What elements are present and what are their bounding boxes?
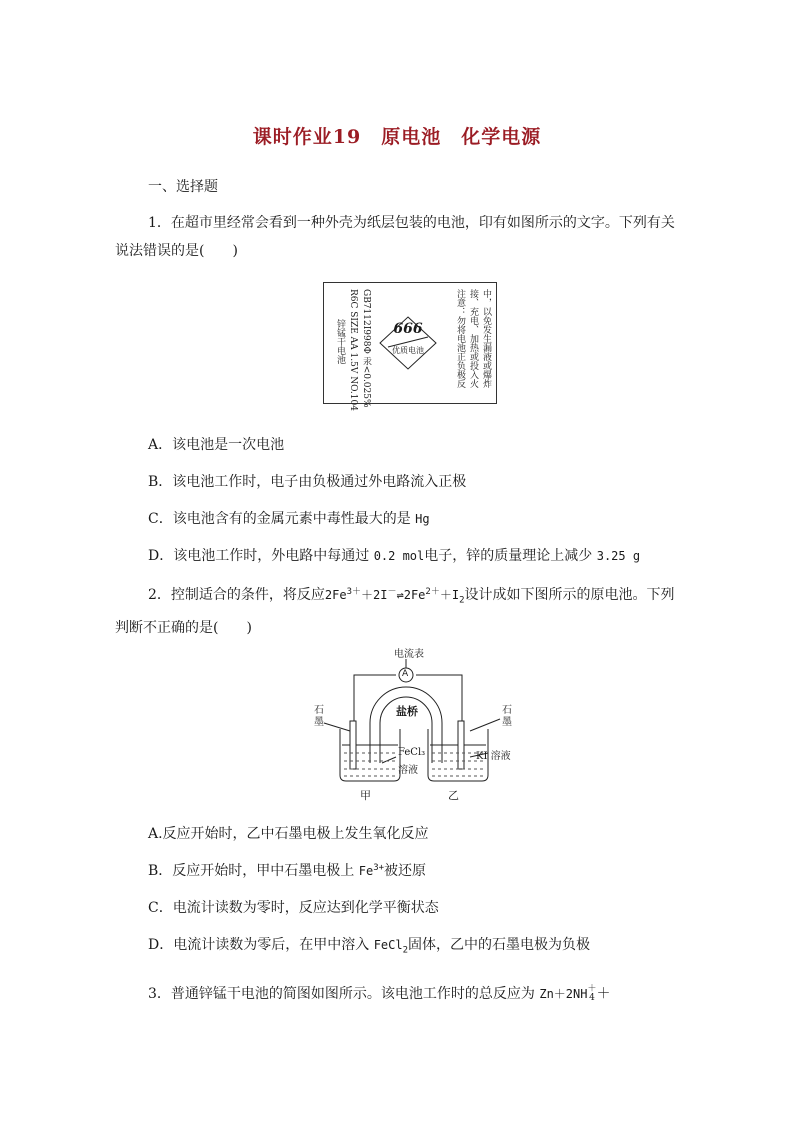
q1-option-c-hg: Hg: [415, 512, 430, 526]
q2-stem-b: 设计成如下图所示的原电池。下列判断不正确的是( ): [115, 587, 675, 637]
q2-option-d-text: D．电流计读数为零后，在甲中溶入: [148, 937, 370, 953]
quality-badge-text: 优质电池: [392, 346, 424, 355]
q3-stem-a: 3．普通锌锰干电池的简图如图所示。该电池工作时的总反应为: [148, 986, 535, 1002]
q2-option-d-end: 固体，乙中的石墨电极为负极: [408, 937, 591, 953]
galvanic-cell-drawing: [310, 645, 520, 805]
page-title: 课时作业19 原电池 化学电源: [252, 126, 542, 148]
q1-option-d-mid: 电子，锌的质量理论上减少: [424, 548, 593, 564]
battery-standard: GB7112I998Φ 汞<0.025%: [361, 289, 371, 408]
galvanic-cell-diagram: [310, 645, 520, 805]
q2-option-d: [148, 934, 590, 955]
q2-option-b-text: B．反应开始时，甲中石墨电极上: [148, 863, 355, 879]
q2-option-d-formula: FeCl$_2$: [373, 938, 409, 956]
battery-number: 666: [393, 321, 423, 337]
section-heading: 一、选择题: [148, 179, 218, 195]
q3-stem-c: ＋: [596, 986, 611, 1002]
q2-option-b-end: 被还原: [384, 863, 427, 879]
left-electrode-label: 石墨: [314, 705, 324, 728]
ammeter-symbol: A: [402, 669, 409, 679]
q2-reaction-equation: $2Fe^{3+}+2I^-\rightleftharpoons 2Fe^{2+}+I_2$: [324, 587, 465, 606]
q1-option-d-text: D．该电池工作时，外电路中每通过: [148, 548, 370, 564]
q3-stem: [148, 983, 611, 1003]
q2-option-b-ion: $Fe^{3+}$: [358, 863, 385, 878]
battery-note-1: 注意：勿将电池正负极反: [455, 289, 465, 388]
left-solution-label: 溶液: [398, 765, 418, 776]
q2-stem-a: 2．控制适合的条件，将反应: [148, 587, 325, 603]
q1-option-d-end: 3.25 g: [596, 549, 641, 563]
right-solution-label: KI 溶液: [476, 751, 511, 762]
ammeter-label: 电流表: [394, 649, 424, 660]
battery-note-3: 中，以免发生漏液或爆炸: [481, 289, 491, 388]
q2-option-b: [148, 860, 426, 880]
q1-option-d: [148, 545, 640, 565]
q1-option-c: [148, 508, 430, 528]
battery-note-2: 接、充电、加热或投入火: [468, 289, 478, 388]
q2-option-c: C．电流计读数为零时，反应达到化学平衡状态: [148, 900, 439, 916]
q1-option-c-text: C．该电池含有的金属元素中毒性最大的是: [148, 511, 411, 527]
quality-badge: [378, 313, 438, 373]
right-electrode-label: 石墨: [502, 705, 512, 728]
battery-name: 锌锰干电池: [335, 319, 345, 364]
q3-stem-b: Zn＋2NH: [539, 987, 588, 1001]
q1-stem: 1．在超市里经常会看到一种外壳为纸层包装的电池，印有如图所示的文字。下列有关说法错误的是( ): [115, 215, 675, 259]
battery-label-figure: [323, 282, 497, 411]
q3-ammonium-charge: ＋ 4: [587, 984, 597, 1003]
right-cell-label: 乙: [448, 789, 459, 802]
q2-option-a: A.反应开始时，乙中石墨电极上发生氧化反应: [148, 826, 429, 842]
battery-spec: R6C SIZE AA 1.5V NO.104: [348, 289, 358, 411]
q1-option-b: B．该电池工作时，电子由负极通过外电路流入正极: [148, 474, 467, 490]
q2-stem: [115, 578, 680, 642]
left-solution-formula: FeCl₃: [398, 747, 426, 758]
salt-bridge-label: 盐桥: [396, 705, 418, 718]
left-cell-label: 甲: [360, 789, 371, 802]
q1-option-d-value: 0.2 mol: [373, 549, 425, 563]
q1-option-a: A．该电池是一次电池: [148, 437, 285, 453]
